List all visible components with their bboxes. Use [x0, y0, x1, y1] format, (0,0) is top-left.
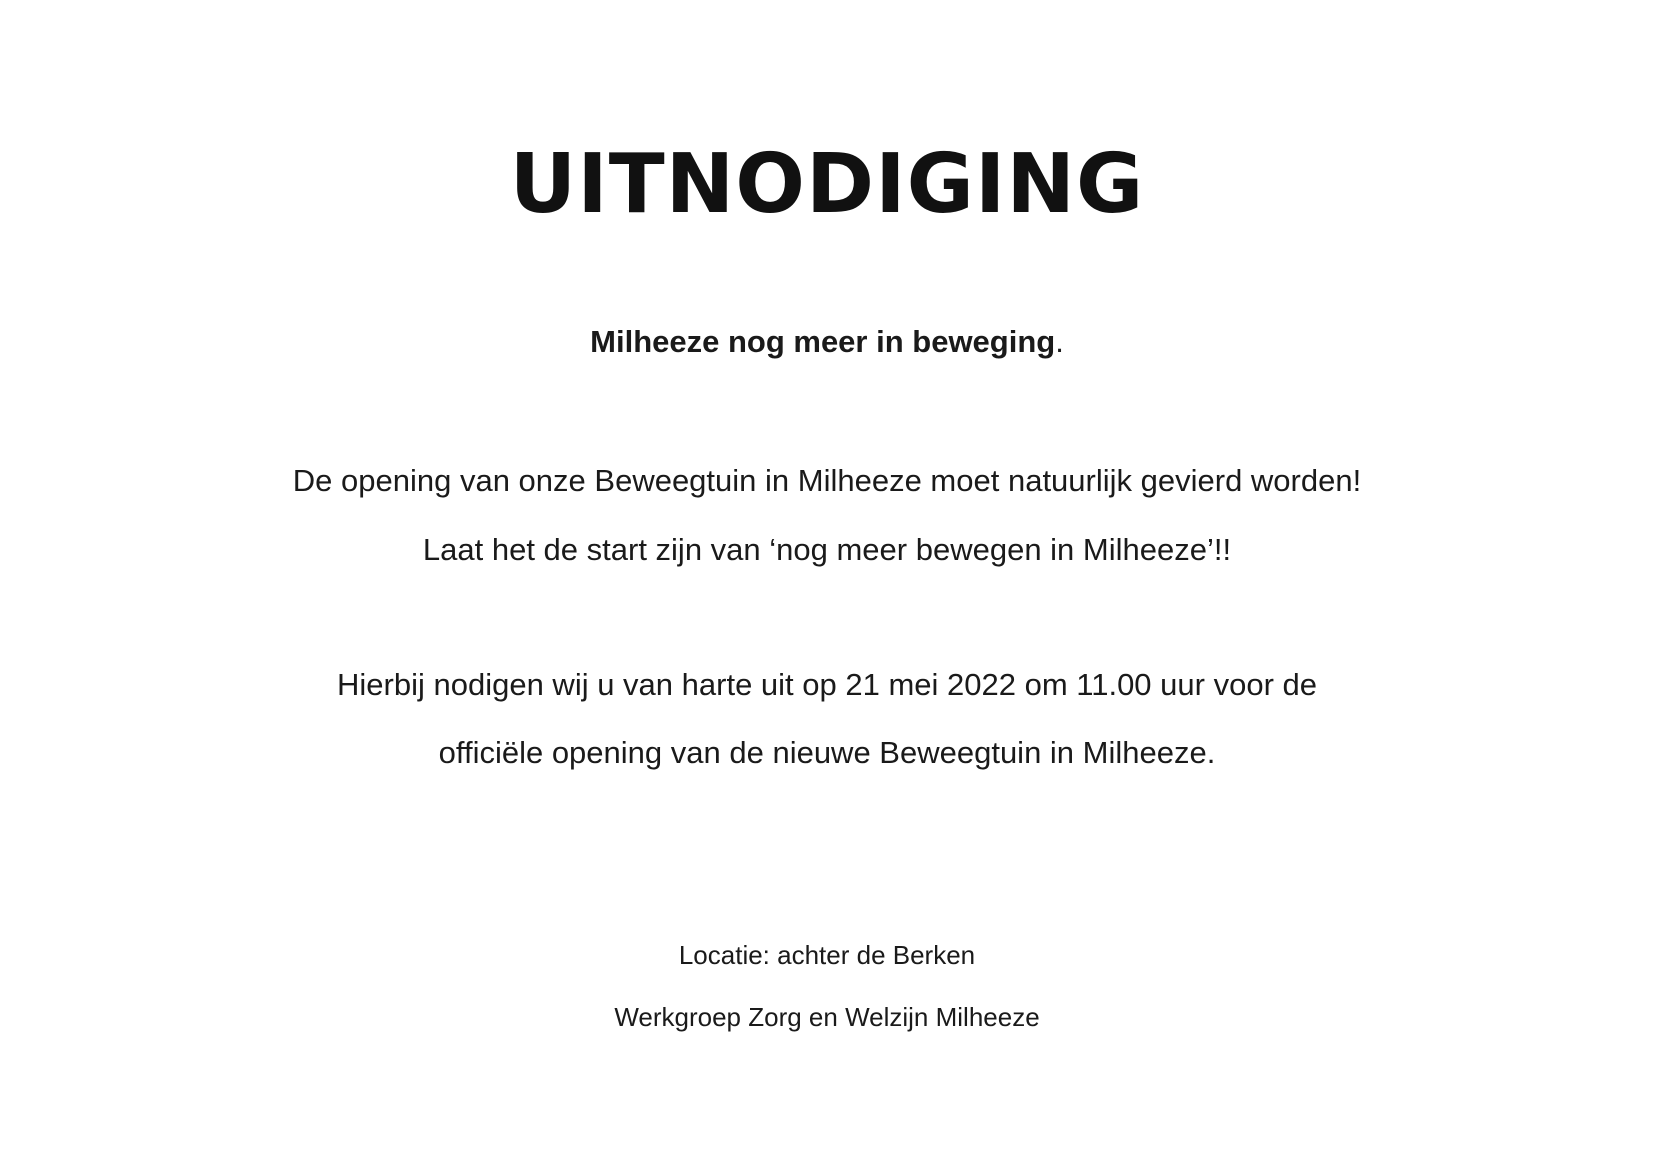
location-text: Locatie: achter de Berken — [678, 940, 976, 970]
subtitle-period: . — [1055, 324, 1064, 359]
invitation-sentence-line-2: officiële opening van de nieuwe Beweegtuin in Milheeze. — [438, 735, 1216, 770]
opening-sentence: De opening van onze Beweegtuin in Milheeze moet natuurlijk gevierd worden! — [292, 463, 1362, 498]
page-title: UITNODIGING — [509, 137, 1145, 232]
subtitle-text: Milheeze nog meer in beweging — [590, 324, 1056, 359]
subtitle — [0, 322, 1654, 362]
organizer-text: Werkgroep Zorg en Welzijn Milheeze — [614, 1002, 1040, 1032]
start-sentence: Laat het de start zijn van ‘nog meer bewegen in Milheeze’!! — [422, 532, 1232, 567]
invitation-sentence-line-1: Hierbij nodigen wij u van harte uit op 21 mei 2022 om 11.00 uur voor de — [337, 667, 1317, 702]
